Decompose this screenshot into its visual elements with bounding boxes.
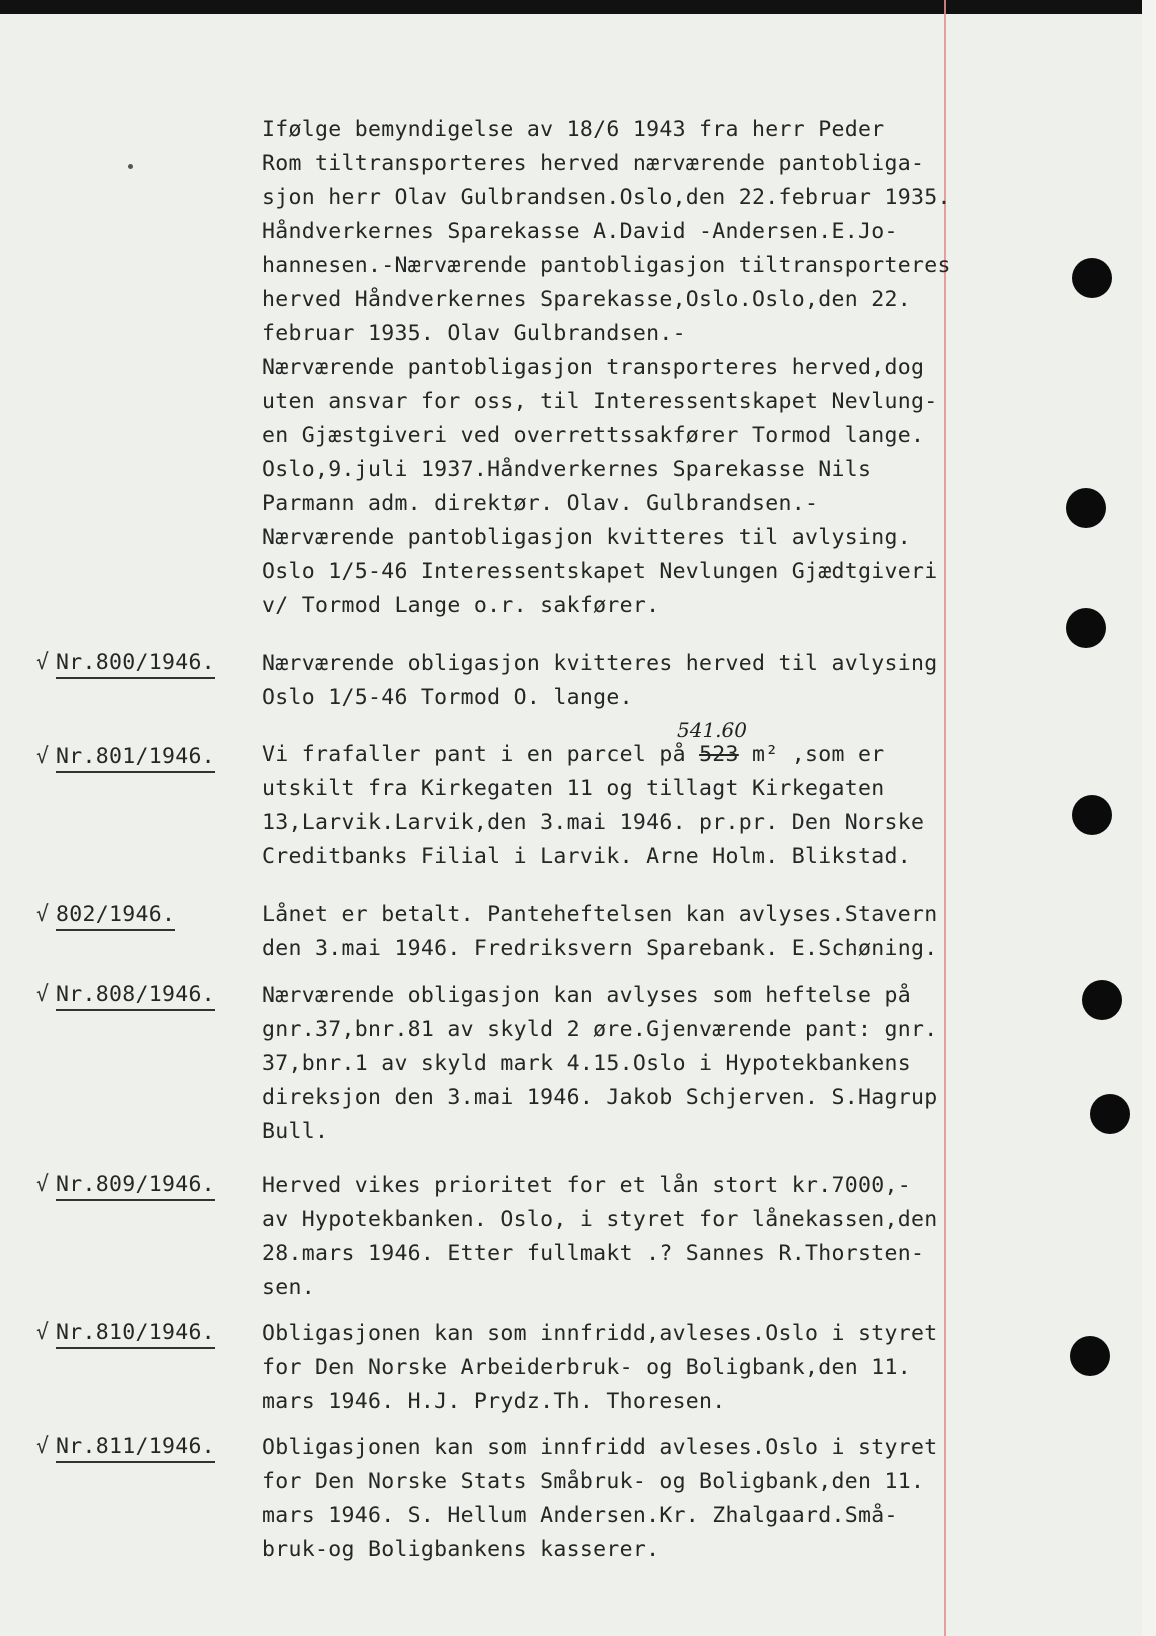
text-line: Obligasjonen kan som innfridd avleses.Oslo i styret: [262, 1435, 938, 1460]
entry-number: 802/1946.: [56, 902, 175, 931]
handwritten-correction: 541.60: [677, 718, 747, 742]
text-line: [262, 738, 982, 772]
text-line: 37,bnr.1 av skyld mark 4.15.Oslo i Hypotekbankens: [262, 1051, 911, 1076]
struck-value: 523: [699, 742, 739, 767]
text-line: Ifølge bemyndigelse av 18/6 1943 fra herr Peder: [262, 117, 885, 142]
text-prefix: Vi frafaller pant i en parcel på: [262, 742, 700, 767]
text-line: Håndverkernes Sparekasse A.David -Andersen.E.Jo-: [262, 219, 898, 244]
entry-number: Nr.808/1946.: [56, 982, 215, 1011]
text-line: Nærværende pantobligasjon kvitteres til avlysing.: [262, 525, 911, 550]
text-line: Nærværende obligasjon kan avlyses som heftelse på: [262, 983, 911, 1008]
text-line: uten ansvar for oss, til Interessentskapet Nevlung-: [262, 389, 938, 414]
punch-hole: [1090, 1094, 1130, 1134]
check-mark: √: [36, 902, 50, 927]
ink-dot: [128, 164, 133, 169]
text-line: mars 1946. S. Hellum Andersen.Kr. Zhalgaard.Små-: [262, 1503, 898, 1528]
punch-hole: [1082, 980, 1122, 1020]
text-line: sen.: [262, 1275, 315, 1300]
text-line: Nærværende obligasjon kvitteres herved til avlysing: [262, 651, 938, 676]
entry-label-801: [36, 744, 215, 769]
entry-number: Nr.809/1946.: [56, 1172, 215, 1201]
entry-label-811: [36, 1434, 215, 1459]
text-line: februar 1935. Olav Gulbrandsen.-: [262, 321, 686, 346]
text-line: av Hypotekbanken. Oslo, i styret for lånekassen,den: [262, 1207, 938, 1232]
entry-number: Nr.810/1946.: [56, 1320, 215, 1349]
entry-label-802: [36, 902, 175, 927]
text-line: den 3.mai 1946. Fredriksvern Sparebank. E.Schøning.: [262, 936, 938, 961]
scan-edge-right: [1142, 0, 1156, 1636]
entry-label-809: [36, 1172, 215, 1197]
entry-label-808: [36, 982, 215, 1007]
text-line: mars 1946. H.J. Prydz.Th. Thoresen.: [262, 1389, 726, 1414]
text-line: 13,Larvik.Larvik,den 3.mai 1946. pr.pr. Den Norske: [262, 810, 925, 835]
text-line: 28.mars 1946. Etter fullmakt .? Sannes R.Thorsten-: [262, 1241, 925, 1266]
text-suffix: m² ,som er: [738, 742, 885, 767]
text-line: Parmann adm. direktør. Olav. Gulbrandsen.-: [262, 491, 819, 516]
text-line: Creditbanks Filial i Larvik. Arne Holm. Blikstad.: [262, 844, 911, 869]
punch-hole: [1066, 488, 1106, 528]
entry-text-808: [262, 979, 982, 1149]
entry-number: Nr.811/1946.: [56, 1434, 215, 1463]
text-line: direksjon den 3.mai 1946. Jakob Schjerven. S.Hagrup: [262, 1085, 938, 1110]
check-mark: √: [36, 650, 50, 675]
entry-label-800: [36, 650, 215, 675]
text-line: Lånet er betalt. Panteheftelsen kan avlyses.Stavern: [262, 902, 938, 927]
text-line: herved Håndverkernes Sparekasse,Oslo.Oslo,den 22.: [262, 287, 911, 312]
text-line: Oslo 1/5-46 Tormod O. lange.: [262, 685, 633, 710]
text-line: Herved vikes prioritet for et lån stort kr.7000,-: [262, 1173, 911, 1198]
entry-text-800: [262, 647, 982, 715]
text-line: bruk-og Boligbankens kasserer.: [262, 1537, 660, 1562]
entry-label-810: [36, 1320, 215, 1345]
check-mark: √: [36, 1172, 50, 1197]
text-line: sjon herr Olav Gulbrandsen.Oslo,den 22.februar 1935.: [262, 185, 951, 210]
text-line: v/ Tormod Lange o.r. sakfører.: [262, 593, 660, 618]
text-line: Nærværende pantobligasjon transporteres herved,dog: [262, 355, 925, 380]
punch-hole: [1072, 258, 1112, 298]
text-line: hannesen.-Nærværende pantobligasjon tiltransporteres: [262, 253, 951, 278]
entry-text-810: [262, 1317, 982, 1419]
text-line: gnr.37,bnr.81 av skyld 2 øre.Gjenværende pant: gnr.: [262, 1017, 938, 1042]
entry-text-809: [262, 1169, 982, 1305]
intro-text: [262, 113, 982, 623]
text-line: Obligasjonen kan som innfridd,avleses.Oslo i styret: [262, 1321, 938, 1346]
text-line: Bull.: [262, 1119, 329, 1144]
entry-text-802: [262, 898, 982, 966]
punch-hole: [1070, 1336, 1110, 1376]
text-line: Oslo 1/5-46 Interessentskapet Nevlungen Gjædtgiveri: [262, 559, 938, 584]
text-line: for Den Norske Arbeiderbruk- og Boligbank,den 11.: [262, 1355, 911, 1380]
check-mark: √: [36, 982, 50, 1007]
scan-edge-top: [0, 0, 1156, 14]
check-mark: √: [36, 1434, 50, 1459]
entry-number: Nr.800/1946.: [56, 650, 215, 679]
punch-hole: [1066, 608, 1106, 648]
entry-text-801: [262, 738, 982, 874]
text-line: Rom tiltransporteres herved nærværende pantobliga-: [262, 151, 925, 176]
entry-number: Nr.801/1946.: [56, 744, 215, 773]
check-mark: √: [36, 1320, 50, 1345]
check-mark: √: [36, 744, 50, 769]
text-line: Oslo,9.juli 1937.Håndverkernes Sparekasse Nils: [262, 457, 872, 482]
text-line: for Den Norske Stats Småbruk- og Boligbank,den 11.: [262, 1469, 925, 1494]
text-line: en Gjæstgiveri ved overrettssakfører Tormod lange.: [262, 423, 925, 448]
entry-text-811: [262, 1431, 982, 1567]
punch-hole: [1072, 795, 1112, 835]
text-line: utskilt fra Kirkegaten 11 og tillagt Kirkegaten: [262, 776, 885, 801]
